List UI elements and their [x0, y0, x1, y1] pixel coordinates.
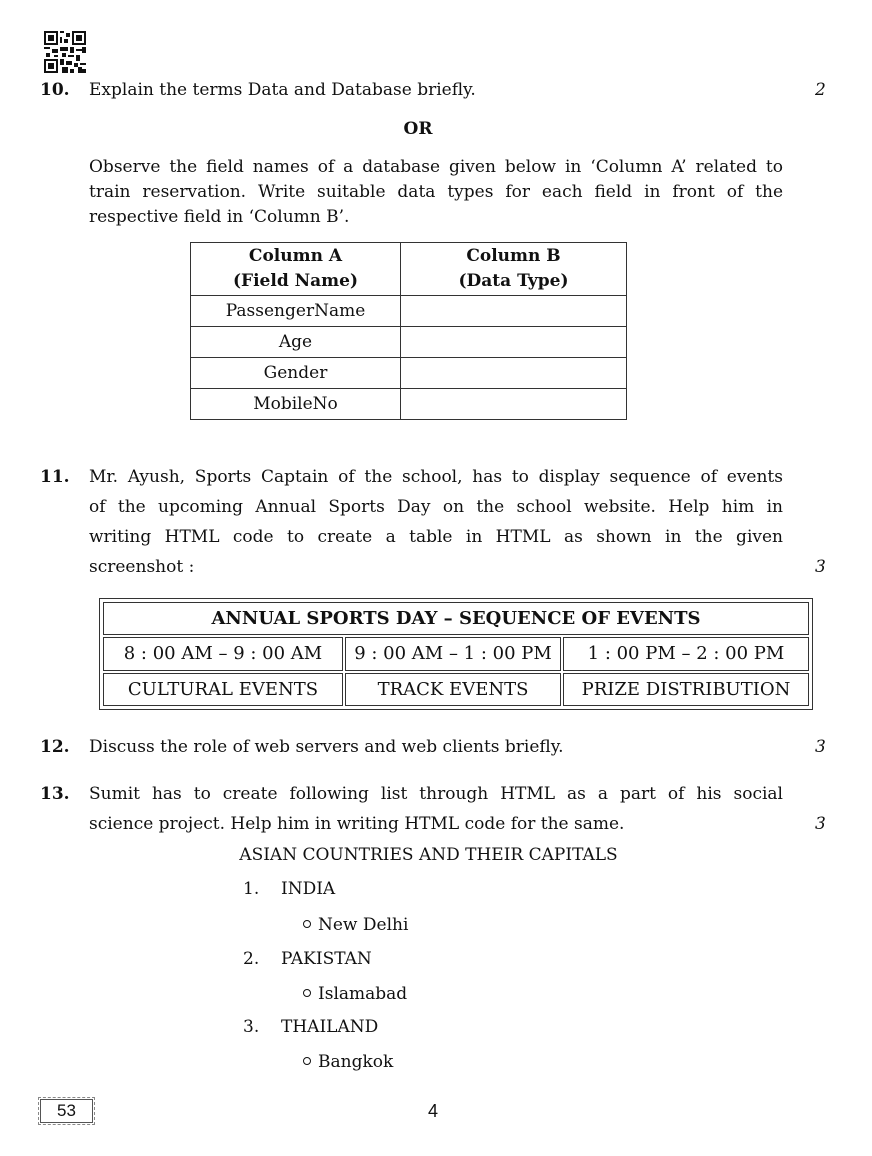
sports-table-grid	[101, 600, 811, 708]
question-number-12: 12.	[40, 737, 70, 757]
page-code-box: 53	[40, 1099, 93, 1123]
list-number: 2.	[243, 949, 260, 969]
question-12-text: Discuss the role of web servers and web clients briefly.	[89, 737, 564, 757]
or-separator: OR	[403, 119, 433, 139]
time-slot-cell: 8 : 00 AM – 9 : 00 AM	[103, 637, 343, 670]
list-number: 1.	[243, 879, 260, 899]
text-line: Observe the field names of a database given below in ‘Column A’ related to	[89, 157, 783, 177]
data-type-cell	[401, 389, 627, 420]
country-name: INDIA	[281, 879, 336, 899]
event-cell: CULTURAL EVENTS	[103, 673, 343, 706]
list-item	[243, 1017, 378, 1037]
capital-name: Islamabad	[318, 984, 408, 1004]
circle-bullet-icon	[303, 920, 311, 928]
field-name-cell: PassengerName	[191, 296, 401, 327]
column-b-header	[401, 243, 627, 296]
question-13-text	[89, 779, 783, 839]
text-line: Sumit has to create following list through HTML as a part of his social	[89, 784, 783, 804]
circle-bullet-icon	[303, 1057, 311, 1065]
table-header-row	[191, 243, 627, 296]
sub-list-item	[303, 984, 407, 1004]
data-type-cell	[401, 358, 627, 389]
header-line: (Field Name)	[232, 271, 359, 291]
time-slot-cell: 9 : 00 AM – 1 : 00 PM	[345, 637, 561, 670]
page-number: 4	[428, 1101, 439, 1121]
text-line: respective field in ‘Column B’.	[89, 207, 350, 227]
question-10-alternative-text	[89, 155, 783, 230]
table-row	[103, 602, 809, 635]
table-row	[191, 389, 627, 420]
table-row	[103, 637, 809, 670]
text-line: Mr. Ayush, Sports Captain of the school, has to display sequence of events	[89, 467, 783, 487]
event-cell: PRIZE DISTRIBUTION	[563, 673, 809, 706]
list-item	[243, 879, 335, 899]
sub-list-item	[303, 915, 408, 935]
question-number-11: 11.	[40, 467, 70, 487]
field-name-cell: Gender	[191, 358, 401, 389]
question-13-marks: 3	[815, 814, 826, 834]
field-datatype-table	[190, 242, 627, 420]
capital-name: New Delhi	[318, 915, 409, 935]
table-row	[191, 296, 627, 327]
header-line: Column B	[466, 246, 561, 266]
question-12-marks: 3	[815, 737, 826, 757]
question-11-text	[89, 462, 783, 582]
table-row	[103, 673, 809, 706]
question-number-13: 13.	[40, 784, 70, 804]
sports-day-table	[99, 598, 813, 710]
text-line: train reservation. Write suitable data types for each field in front of the	[89, 182, 783, 202]
text-line: science project. Help him in writing HTML code for the same.	[89, 814, 625, 834]
time-slot-cell: 1 : 00 PM – 2 : 00 PM	[563, 637, 809, 670]
capital-name: Bangkok	[318, 1052, 394, 1072]
circle-bullet-icon	[303, 989, 311, 997]
question-number-10: 10.	[40, 80, 70, 100]
country-name: THAILAND	[281, 1017, 379, 1037]
text-line: screenshot :	[89, 557, 195, 577]
header-line: (Data Type)	[458, 271, 569, 291]
event-cell: TRACK EVENTS	[345, 673, 561, 706]
question-11-marks: 3	[815, 557, 826, 577]
sports-table-title: ANNUAL SPORTS DAY – SEQUENCE OF EVENTS	[103, 602, 809, 635]
sub-list-item	[303, 1052, 393, 1072]
table-row	[191, 327, 627, 358]
list-item	[243, 949, 372, 969]
text-line: of the upcoming Annual Sports Day on the school website. Help him in	[89, 497, 783, 517]
data-type-cell	[401, 327, 627, 358]
list-number: 3.	[243, 1017, 260, 1037]
list-title: ASIAN COUNTRIES AND THEIR CAPITALS	[239, 845, 618, 865]
qr-code	[44, 31, 86, 73]
header-line: Column A	[248, 246, 343, 266]
column-a-header	[191, 243, 401, 296]
question-10-marks: 2	[815, 80, 826, 100]
text-line: writing HTML code to create a table in HTML as shown in the given	[89, 527, 783, 547]
country-name: PAKISTAN	[281, 949, 372, 969]
data-type-cell	[401, 296, 627, 327]
table-row	[191, 358, 627, 389]
field-name-cell: Age	[191, 327, 401, 358]
question-10-text: Explain the terms Data and Database briefly.	[89, 80, 476, 100]
field-name-cell: MobileNo	[191, 389, 401, 420]
